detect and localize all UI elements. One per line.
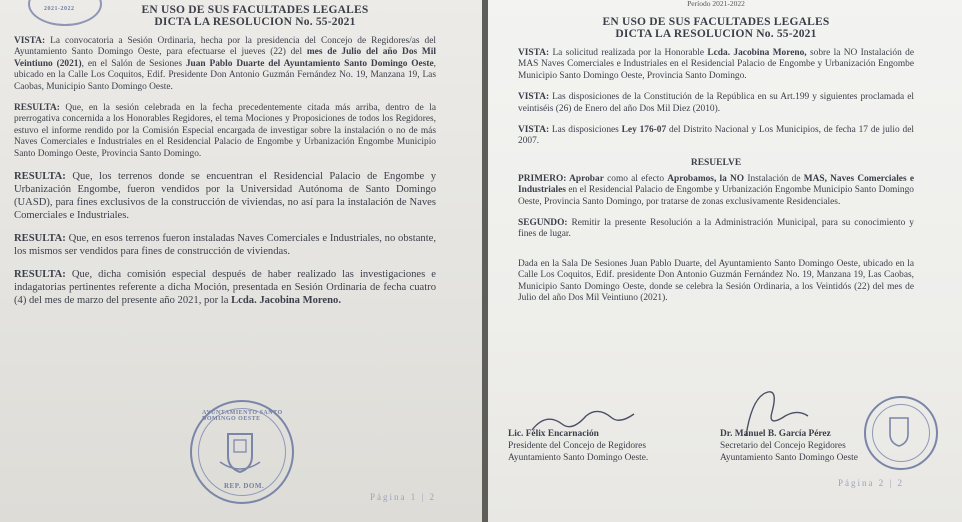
- document-page-2: [488, 0, 962, 522]
- segundo-paragraph: SEGUNDO: Remitir la presente Resolución a la Administración Municipal, para su conocimiento y fines de lugar.: [518, 218, 914, 240]
- primero-paragraph: PRIMERO: Aprobar como al efecto Aprobamos, la NO Instalación de MAS, Naves Comerciales e Industriales en el Residencial Palacio de Engombe y Urbanización Engombe Municipio Santo Domingo Oeste, Provincia Santo Domingo, por tratarse de zonas exclusivamente Residenciales.: [518, 173, 914, 207]
- resulta-paragraph-2: RESULTA: Que, los terrenos donde se encuentran el Residencial Palacio de Engombe y Urbanización Engombe, fueron vendidos por la Universidad Autónoma de Santo Domingo (UASD), para fines exclusivos de la construcción de viviendas, no así para la instalación de Naves Comerciales e Industriales.: [14, 171, 436, 222]
- municipal-seal-2: [864, 396, 938, 470]
- primero-label: PRIMERO:: [518, 173, 567, 184]
- signer-role: Presidente del Concejo de Regidores: [508, 441, 646, 451]
- vista-paragraph-1: VISTA: La solicitud realizada por la Honorable Lcda. Jacobina Moreno, sobre la NO Instalación de MAS Naves Comerciales e Industriales en el Residencial Palacio de Engombe y Urbanización Engombe Municipio Santo Domingo Oeste, Provincia Santo Domingo.: [518, 48, 914, 81]
- period-label: Período 2021-2022: [687, 0, 745, 8]
- signature-block-president: [508, 428, 648, 464]
- vista-label: VISTA:: [518, 48, 550, 58]
- vista-label: VISTA:: [518, 125, 550, 136]
- resulta-label: RESULTA:: [14, 171, 66, 183]
- resulta-label: RESULTA:: [14, 103, 60, 114]
- resulta-paragraph-4: RESULTA: Que, dicha comisión especial después de haber realizado las investigaciones e indagatorias pertinentes referente a dicha Moción, presentada en Sesión Ordinaria de fecha cuatro (4) del mes de marzo del presente año 2021, por la Lcda. Jacobina Moreno.: [14, 269, 436, 307]
- signer-name: Dr. Manuel B. García Pérez: [720, 429, 831, 439]
- resulta-label: RESULTA:: [14, 233, 66, 245]
- seal-bottom-text: REP. DOM.: [224, 482, 265, 490]
- signature-block-secretary: [720, 428, 858, 464]
- coat-of-arms-icon: [864, 396, 934, 466]
- vista-paragraph-2: VISTA: Las disposiciones de la Constitución de la República en su Art.199 y siguientes proclamada el veintiséis (26) de Enero del año Dos Mil Diez (2010).: [518, 92, 914, 114]
- page-number: Página 1 | 2: [370, 492, 437, 502]
- corner-stamp-text: 2021-2022: [44, 6, 75, 12]
- signer-org: Ayuntamiento Santo Domingo Oeste.: [508, 453, 649, 463]
- municipal-seal: [190, 400, 294, 504]
- signer-role: Secretario del Concejo Regidores: [720, 441, 846, 451]
- resulta-paragraph-1: RESULTA: Que, en la sesión celebrada en la fecha precedentemente citada más arriba, dentro de la prerrogativa concernida a los Honorables Regidores, el tema Mociones y Proposiciones de todos los Regidores, estuvo el informe rendido por la Comisión Especial encargada de investigar sobre la instalación o no de más Naves Comerciales e Industriales en el Residencial Palacio de Engombe y Urbanización Engombe Municipio Santo Domingo Oeste, Provincia Santo Domingo.: [14, 103, 436, 159]
- header-line-2: DICTA LA RESOLUCION No. 55-2021: [154, 16, 356, 28]
- vista-label: VISTA:: [518, 92, 550, 103]
- seal-top-text: AYUNTAMIENTO SANTO DOMINGO OESTE: [202, 410, 283, 422]
- resulta-label: RESULTA:: [14, 269, 66, 281]
- page-number: Página 2 | 2: [838, 478, 905, 488]
- dada-paragraph: Dada en la Sala De Sesiones Juan Pablo Duarte, del Ayuntamiento Santo Domingo Oeste, ubicado en la Calle Los Coquitos, Edif. presidente Don Antonio Guzmán Fernández No. 19, Manzana 19, Las Caobas, Municipio Santo Domingo Oeste, donde se celebra la Sesión Ordinaria, a los Veintidós (22) del mes de Julio del año Dos Mil Veintiuno (2021).: [518, 258, 914, 304]
- vista-label: VISTA:: [14, 36, 46, 46]
- header-line-2: DICTA LA RESOLUCION No. 55-2021: [615, 28, 817, 40]
- signer-org: Ayuntamiento Santo Domingo Oeste: [720, 453, 858, 463]
- segundo-label: SEGUNDO:: [518, 218, 568, 229]
- header-line-1: EN USO DE SUS FACULTADES LEGALES: [141, 4, 369, 16]
- resuelve-heading: RESUELVE: [690, 157, 742, 168]
- vista-paragraph-3: VISTA: Las disposiciones Ley 176-07 del Distrito Nacional y Los Municipios, de fecha 17 de julio del 2007.: [518, 125, 914, 147]
- signer-name: Lic. Félix Encarnación: [508, 429, 599, 439]
- resulta-paragraph-3: RESULTA: Que, en esos terrenos fueron instaladas Naves Comerciales e Industriales, no obstante, los mismos ser vendidos para fines de construcción de viviendas.: [14, 233, 436, 258]
- header-line-1: EN USO DE SUS FACULTADES LEGALES: [602, 16, 830, 28]
- vista-paragraph: VISTA: La convocatoria a Sesión Ordinaria, hecha por la presidencia del Concejo de Regidores/as del Ayuntamiento Santo Domingo Oeste, para efectuarse el jueves (22) del mes de Julio del año Dos Mil Veintiuno (2021), en el Salón de Sesiones Juan Pablo Duarte del Ayuntamiento Santo Domingo Oeste, ubicado en la Calle Los Coquitos, Edif. Presidente Don Antonio Guzmán Fernández No. 19, Manzana 19, Las Caobas, Municipio Santo Domingo Oeste.: [14, 36, 436, 92]
